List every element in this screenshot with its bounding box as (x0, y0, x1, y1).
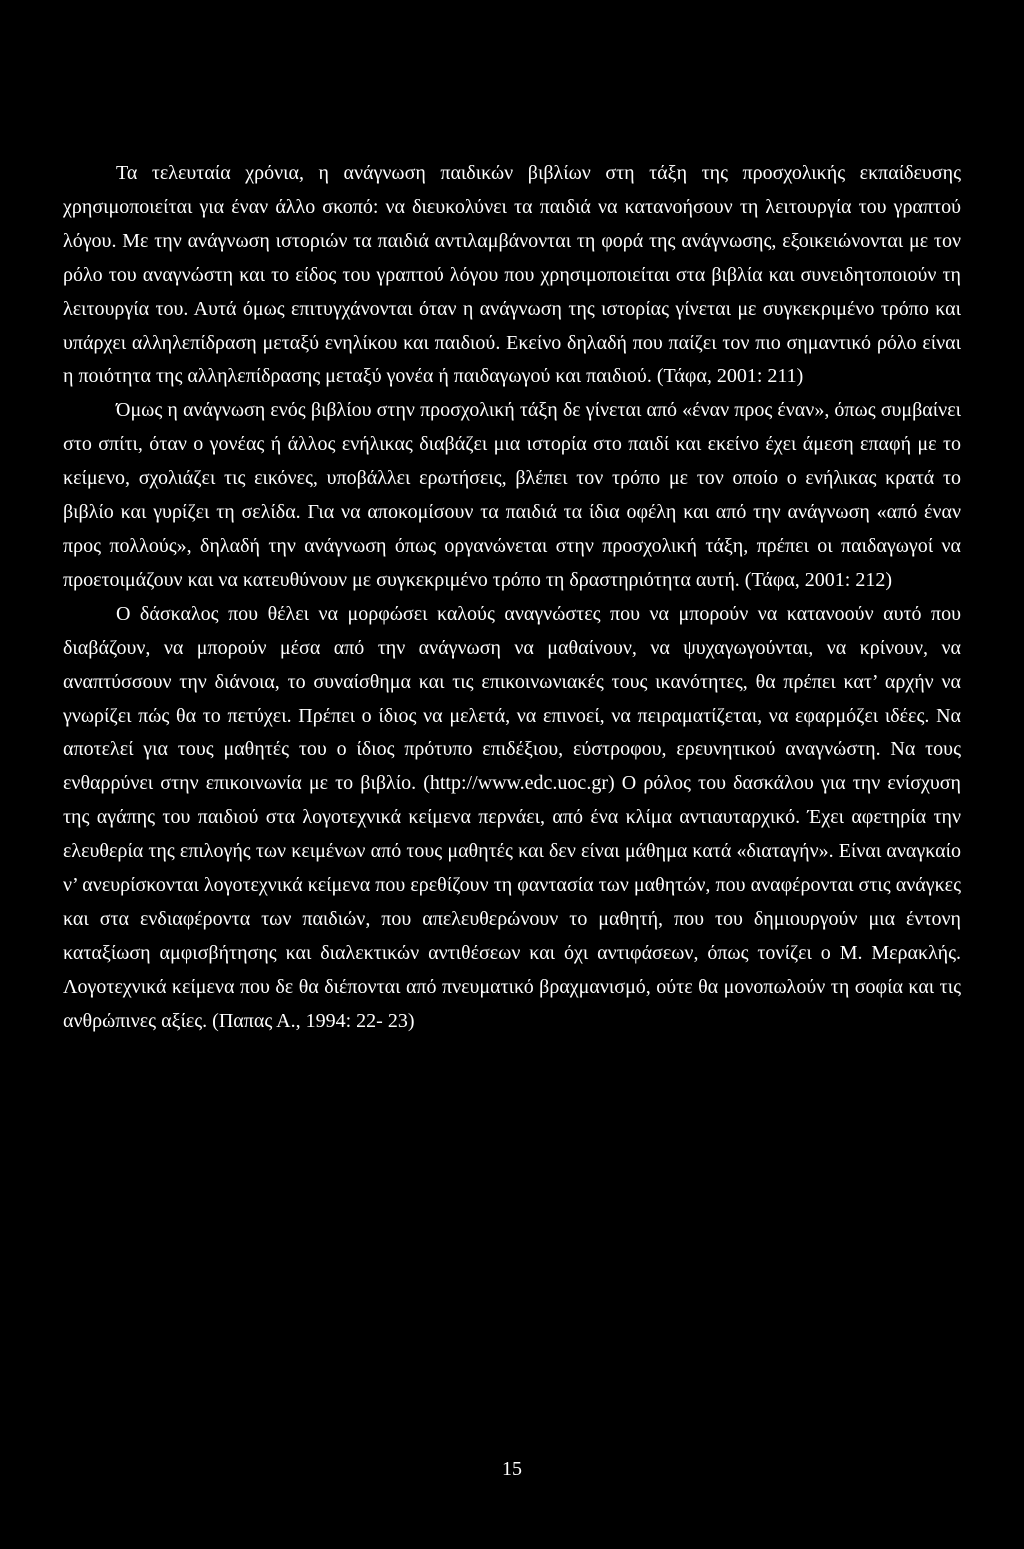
paragraph-1: Τα τελευταία χρόνια, η ανάγνωση παιδικών βιβλίων στη τάξη της προσχολικής εκπαίδευσης χρησιμοποιείται για έναν άλλο σκοπό: να διευκολύνει τα παιδιά να κατανοήσουν τη λειτουργία του γραπτού λόγου. Με την ανάγνωση ιστοριών τα παιδιά αντιλαμβάνονται τη φορά της ανάγνωσης, εξοικειώνονται με τον ρόλο του αναγνώστη και το είδος του γραπτού λόγου που χρησιμοποιείται στα βιβλία και συνειδητοποιούν τη λειτουργία του. Αυτά όμως επιτυγχάνονται όταν η ανάγνωση της ιστορίας γίνεται με συγκεκριμένο τρόπο και υπάρχει αλληλεπίδραση μεταξύ ενηλίκου και παιδιού. Εκείνο δηλαδή που παίζει τον πιο σημαντικό ρόλο είναι η ποιότητα της αλληλεπίδρασης μεταξύ γονέα ή παιδαγωγού και παιδιού. (Τάφα, 2001: 211) (63, 162, 961, 388)
body-text (63, 157, 961, 1039)
paragraph-3: Ο δάσκαλος που θέλει να μορφώσει καλούς αναγνώστες που να μπορούν να κατανοούν αυτό που διαβάζουν, να μπορούν μέσα από την ανάγνωση να μαθαίνουν, να ψυχαγωγούνται, να κρίνουν, να αναπτύσσουν την διάνοια, το συναίσθημα και τις επικοινωνιακές τους ικανότητες, θα πρέπει κατ’ αρχήν να γνωρίζει πώς θα το πετύχει. Πρέπει ο ίδιος να μελετά, να επινοεί, να πειραματίζεται, να εφαρμόζει ιδέες. Να αποτελεί για τους μαθητές του ο ίδιος πρότυπο επιδέξιου, εύστροφου, ερευνητικού αναγνώστη. Να τους ενθαρρύνει στην επικοινωνία με το βιβλίο. (http://www.edc.uoc.gr) Ο ρόλος του δασκάλου για την ενίσχυση της αγάπης του παιδιού στα λογοτεχνικά κείμενα περνάει, από ένα κλίμα αντιαυταρχικό. Έχει αφετηρία την ελευθερία της επιλογής των κειμένων από τους μαθητές και δεν είναι μάθημα κατά «διαταγήν». Είναι αναγκαίο ν’ ανευρίσκονται λογοτεχνικά κείμενα που ερεθίζουν τη φαντασία των μαθητών, που αναφέρονται στις ανάγκες και στα ενδιαφέροντα των παιδιών, που απελευθερώνουν το μαθητή, που του δημιουργούν μια έντονη καταξίωση αμφισβήτησης και διαλεκτικών αντιθέσεων και όχι αντιφάσεων, όπως τονίζει ο Μ. Μερακλής. Λογοτεχνικά κείμενα που δε θα διέπονται από πνευματικό βραχμανισμό, ούτε θα μονοπωλούν τη σοφία και τις ανθρώπινες αξίες. (Παπας Α., 1994: 22- 23) (63, 602, 961, 1032)
paragraph-2: Όμως η ανάγνωση ενός βιβλίου στην προσχολική τάξη δε γίνεται από «έναν προς έναν», όπως συμβαίνει στο σπίτι, όταν ο γονέας ή άλλος ενήλικας διαβάζει μια ιστορία στο παιδί και εκείνο έχει άμεση επαφή με το κείμενο, σχολιάζει τις εικόνες, υποβάλλει ερωτήσεις, βλέπει τον τρόπο με τον οποίο ο ενήλικας κρατά το βιβλίο και γυρίζει τη σελίδα. Για να αποκομίσουν τα παιδιά τα ίδια οφέλη και από την ανάγνωση «από έναν προς πολλούς», δηλαδή την ανάγνωση όπως οργανώνεται στην προσχολική τάξη, πρέπει οι παιδαγωγοί να προετοιμάζουν και να κατευθύνουν με συγκεκριμένο τρόπο τη δραστηριότητα αυτή. (Τάφα, 2001: 212) (63, 399, 961, 591)
page-number: 15 (502, 1458, 522, 1480)
